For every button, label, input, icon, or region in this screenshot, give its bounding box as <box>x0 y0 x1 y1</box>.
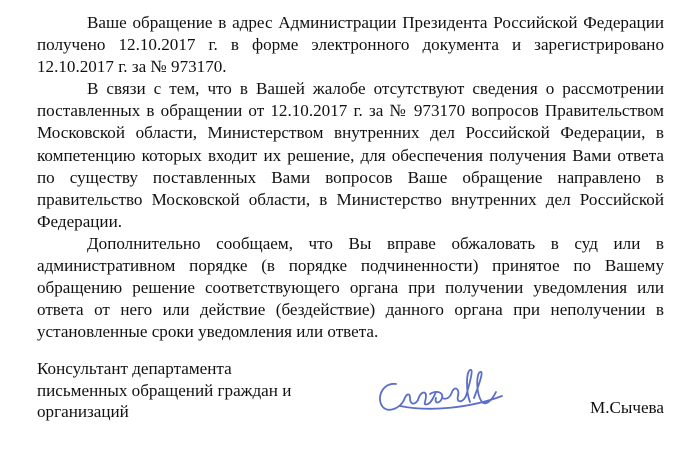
position-line: письменных обращений граждан и <box>37 380 292 400</box>
paragraph-registration: Ваше обращение в адрес Администрации Президента Российской Федерации получено 12.10.2017 г. в форме электронного документа и зарегистрировано 12.10.2017 г. за № 973170. <box>37 13 664 77</box>
position-line: Консультант департамента <box>37 359 232 378</box>
signatory-position <box>37 358 337 423</box>
position-line: организаций <box>37 402 129 421</box>
handwritten-signature <box>370 362 510 424</box>
signer-name: М.Сычева <box>590 398 664 417</box>
paragraph-redirection: В связи с тем, что в Вашей жалобе отсутствуют сведения о рассмотрении поставленных в обращении от 12.10.2017 г. за № 973170 вопросов Правительством Московской области, Министерством внутренних дел Российской Федерации, в компетенцию которых входит их решение, для обеспечения получения Вами ответа по существу поставленных Вами вопросов Ваше обращение направлено в правительство Московской области, в Министерство внутренних дел Российской Федерации. <box>37 79 664 231</box>
paragraph-appeal-rights: Дополнительно сообщаем, что Вы вправе обжаловать в суд или в административном порядке (в порядке подчиненности) принятое по Вашему обращению решение соответствующего органа при получении уведомления или ответа от него или действие (бездействие) данного органа при неполучении в установленные сроки уведомления или ответа. <box>37 233 664 342</box>
letter-body <box>37 12 664 343</box>
